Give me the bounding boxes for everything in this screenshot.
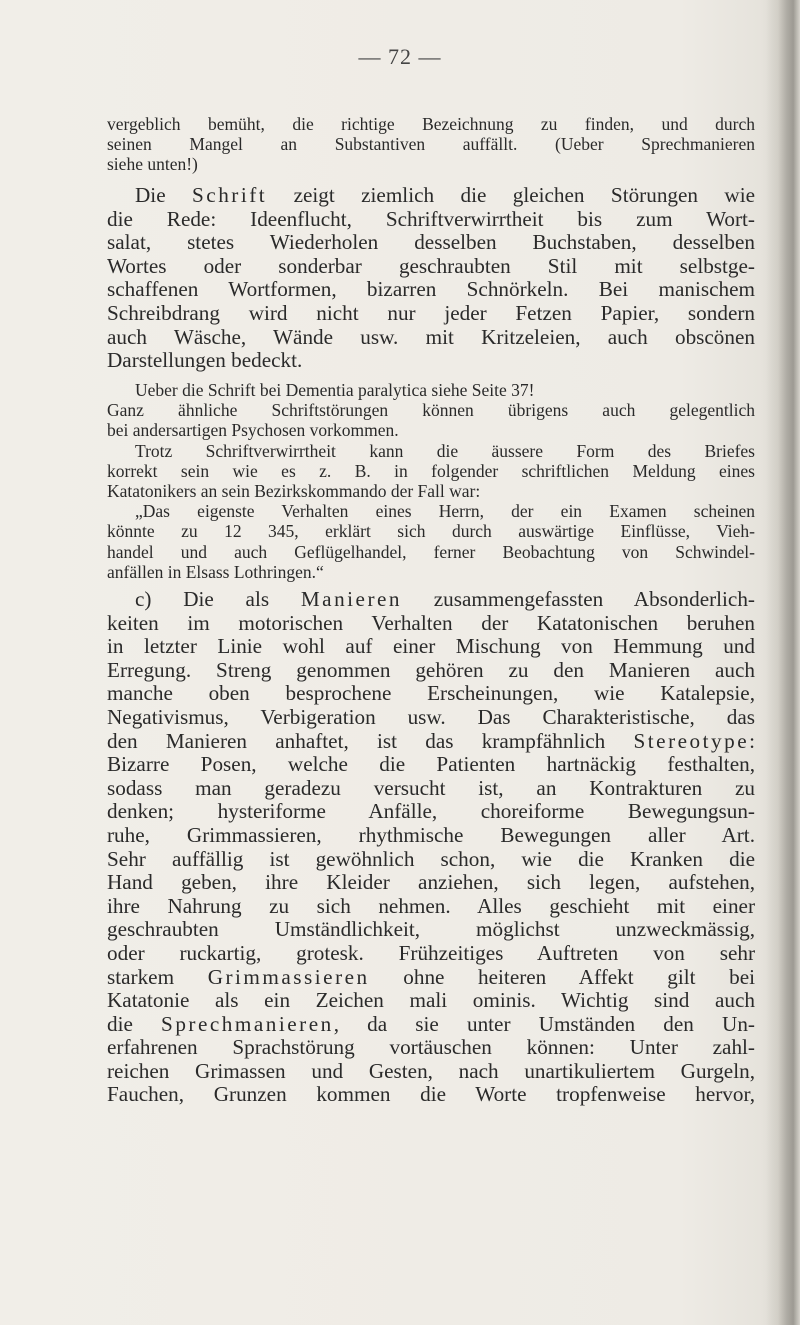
- text-line: die Sprechmanieren, da sie unter Umständen den Un-: [107, 1011, 755, 1036]
- emphasis-spaced: Manieren: [300, 587, 403, 611]
- text-line: starkem Grimmassieren ohne heiteren Affekt gilt bei: [107, 964, 755, 989]
- paragraph-schrift: [107, 184, 755, 373]
- emphasis-spaced: Grimmassieren: [207, 964, 370, 989]
- text-line: keiten im motorischen Verhalten der Katatonischen beruhen: [107, 610, 755, 635]
- page-edge-shadow: [766, 0, 800, 1325]
- text-line: Schreibdrang wird nicht nur jeder Fetzen Papier, sondern: [107, 300, 755, 325]
- text-line: in letzter Linie wohl auf einer Mischung von Hemmung und: [107, 634, 755, 659]
- paragraph-continuation: [107, 114, 755, 175]
- text-line: Fauchen, Grunzen kommen die Worte tropfenweise hervor,: [107, 1082, 755, 1107]
- text-line: Wortes oder sonderbar geschraubten Stil mit selbstge-: [107, 253, 755, 278]
- text-line: die Rede: Ideenflucht, Schriftverwirrtheit bis zum Wort-: [107, 206, 755, 231]
- text-line: „Das eigenste Verhalten eines Herrn, der ein Examen scheinen: [135, 501, 755, 522]
- text-line: erfahrenen Sprachstörung vortäuschen können: Unter zahl-: [107, 1035, 755, 1060]
- text-line: Darstellungen bedeckt.: [107, 348, 303, 373]
- text-line: ruhe, Grimmassieren, rhythmische Bewegungen aller Art.: [107, 822, 755, 847]
- text-line: bei andersartigen Psychosen vorkommen.: [107, 420, 399, 441]
- text-line: manche oben besprochene Erscheinungen, wie Katalepsie,: [107, 681, 755, 706]
- text-line: Bizarre Posen, welche die Patienten hartnäckig festhalten,: [107, 752, 755, 777]
- text-line: Die Schrift zeigt ziemlich die gleichen Störungen wie: [135, 183, 756, 207]
- text-line: Ueber die Schrift bei Dementia paralytica siehe Seite 37!: [135, 380, 535, 400]
- text-line: handel und auch Geflügelhandel, ferner Beobachtung von Schwindel-: [107, 541, 755, 562]
- text-line: anfällen in Elsass Lothringen.“: [107, 561, 324, 582]
- emphasis-spaced: Stereotype: [633, 728, 750, 753]
- text-line: Katatonie als ein Zeichen mali ominis. Wichtig sind auch: [107, 988, 755, 1013]
- text-line: schaffenen Wortformen, bizarren Schnörkeln. Bei manischem: [107, 277, 755, 302]
- text-line: Sehr auffällig ist gewöhnlich schon, wie die Kranken die: [107, 846, 755, 871]
- text-line: Negativismus, Verbigeration usw. Das Charakteristische, das: [107, 704, 755, 729]
- text-line: salat, stetes Wiederholen desselben Buchstaben, desselben: [107, 230, 755, 255]
- text-line: denken; hysteriforme Anfälle, choreiforme Bewegungsun-: [107, 799, 755, 824]
- paragraph-manieren: [107, 588, 755, 1107]
- text-line: c) Die als Manieren zusammengefassten Absonderlich-: [135, 587, 755, 611]
- text-line: oder ruckartig, grotesk. Frühzeitiges Auftreten von sehr: [107, 940, 755, 965]
- text-line: Erregung. Streng genommen gehören zu den Manieren auch: [107, 657, 755, 682]
- text-line: korrekt sein wie es z. B. in folgender schriftlichen Meldung eines: [107, 460, 755, 481]
- page-number: — 72 —: [358, 44, 442, 69]
- text-line: Katatonikers an sein Bezirkskommando der Fall war:: [107, 481, 481, 502]
- paragraph-small-print: [107, 380, 755, 582]
- text-line: sodass man geradezu versucht ist, an Kontrakturen zu: [107, 775, 755, 800]
- emphasis-spaced: Schrift: [192, 183, 268, 207]
- text-line: ihre Nahrung zu sich nehmen. Alles geschieht mit einer: [107, 893, 755, 918]
- text-line: den Manieren anhaftet, ist das krampfähnlich Stereotype:: [107, 728, 755, 753]
- text-line: reichen Grimassen und Gesten, nach unartikuliertem Gurgeln,: [107, 1058, 755, 1083]
- emphasis-spaced: Sprechmanieren: [161, 1011, 334, 1036]
- text-line: könnte zu 12 345, erklärt sich durch auswärtige Einflüsse, Vieh-: [107, 521, 755, 542]
- text-line: auch Wäsche, Wände usw. mit Kritzeleien, auch obscönen: [107, 324, 755, 349]
- text-line: Trotz Schriftverwirrtheit kann die äussere Form des Briefes: [135, 440, 755, 461]
- text-line: Ganz ähnliche Schriftstörungen können übrigens auch gelegentlich: [107, 400, 755, 421]
- text-line: siehe unten!): [107, 154, 198, 175]
- text-line: Hand geben, ihre Kleider anziehen, sich legen, aufstehen,: [107, 870, 755, 895]
- text-line: geschraubten Umständlichkeit, möglichst unzweckmässig,: [107, 917, 755, 942]
- text-line: seinen Mangel an Substantiven auffällt. (Ueber Sprechmanieren: [107, 134, 755, 155]
- text-line: vergeblich bemüht, die richtige Bezeichnung zu finden, und durch: [107, 114, 755, 134]
